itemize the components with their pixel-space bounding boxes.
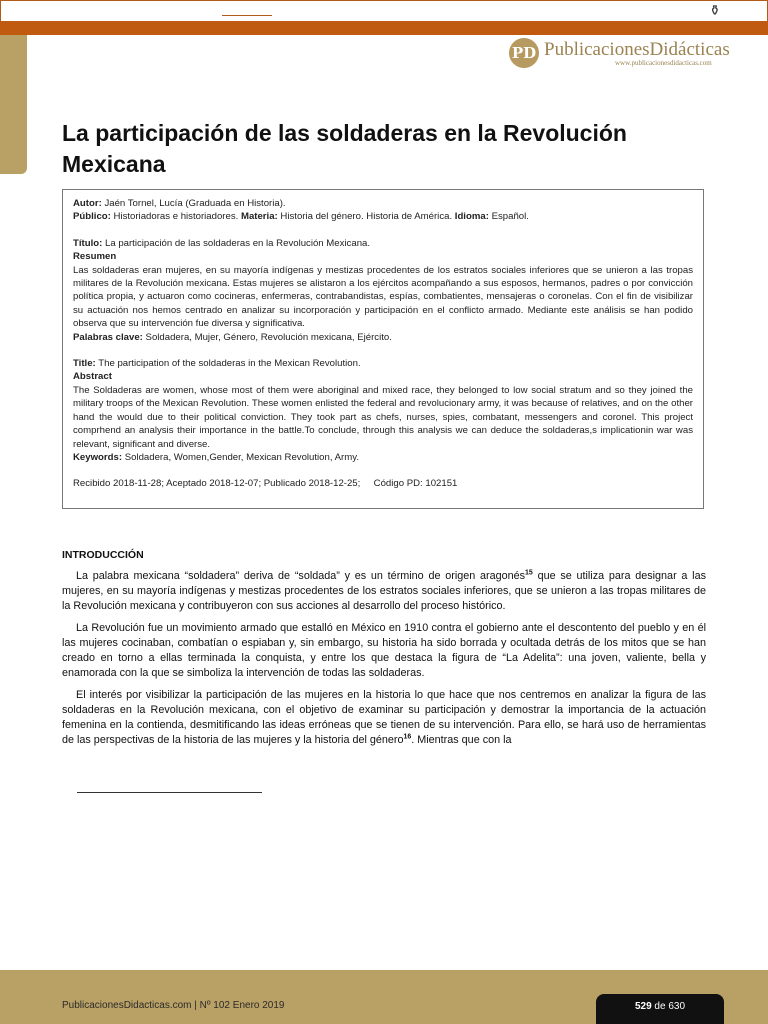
language-value: Español. — [488, 211, 529, 223]
top-underline — [222, 15, 272, 16]
current-page: 529 — [634, 1001, 652, 1012]
header-ornament-icon: ⚱ — [709, 2, 721, 18]
subject-value: Historia del género. Historia de América. — [277, 211, 455, 223]
article-info-box — [62, 189, 704, 509]
footer-publication: PublicacionesDidacticas.com | Nº 102 Enero 2019 — [62, 1000, 285, 1011]
paragraph-1: La palabra mexicana “soldadera” deriva de “soldada” y es un término de origen aragonés$^{15}$ que se utiliza para designar a las mujeres, en su mayoría indígenas y mestizas procedentes de los estratos sociales inferiores, que se unieron a las tropas militares de la Revolución mexicana y contribuyeron con sus acciones al desarrollo del proceso histórico. — [62, 569, 706, 612]
total-pages: de 630 — [651, 1001, 686, 1012]
pd-code: Código PD: 102151 — [373, 478, 458, 490]
article-title: La participación de las soldaderas en la Revolución Mexicana — [62, 120, 627, 177]
logo-url: www.publicacionesdidacticas.com — [615, 59, 712, 67]
keywords-en-label: Keywords: — [73, 451, 123, 463]
footnote-ref-16[interactable]: 16 — [403, 733, 412, 741]
publisher-logo — [509, 38, 739, 68]
keywords-es-line — [73, 331, 693, 344]
spanish-title-value: La participación de las soldaderas en la Revolución Mexicana. — [102, 237, 371, 249]
audience-value: Historiadoras e historiadores. — [110, 211, 241, 223]
resumen-text: Las soldaderas eran mujeres, en su mayoría indígenas y mestizas procedentes de los estratos sociales inferiores que se unieron a las tropas militares de la Revolución mexicana. Estas mujeres se alistaron a los ejércitos acompañando a sus esposos, hermanos, padres o por convicción política propia, y actuaron como cocineras, enfermeras, contrabandistas, espías, combatientes, mensajeras o coronelas. Con el fin de visibilizar su actuación nos hemos centrado en analizar su incorporación y participación en el conflicto armado. Mediante este análisis se han podido observa que su intervención fue diversa y significativa. — [73, 264, 693, 330]
paragraph-2: La Revolución fue un movimiento armado que estalló en México en 1910 contra el gobierno ante el descontento del pueblo y en él las mujeres cocinaban, combatían o espiaban y, sin embargo, su historia ha sido borrada y ocultada detrás de los mitos que se han creado en torno a ellas terminada la conquista, y entre los que destaca la figura de “La Adelita”: una joven, valiente, bella y enamorada con la que se simboliza la intervención de todas las soldaderas. — [62, 622, 706, 679]
audience-label: Público: — [73, 211, 111, 223]
keywords-es-label: Palabras clave: — [73, 331, 143, 343]
spanish-title-label: Título: — [73, 237, 103, 249]
footnote-separator — [77, 792, 262, 793]
dates-line — [73, 477, 693, 490]
english-title-label: Title: — [73, 358, 96, 370]
paragraph-3: El interés por visibilizar la participación de las mujeres en la historia lo que hace que nos centremos en analizar la figura de las soldaderas en la Revolución mexicana, con el objetivo de examinar su participación y demostrar la importancia de la actuación femenina en la contienda, desmitificando las ideas erróneas que se tienen de su intervención. Para ello, se hará uso de herramientas de las perspectivas de la historia de las mujeres y la historia del género$^{16}$. Mientras que con la — [62, 689, 706, 746]
dates-text: Recibido 2018-11-28; Aceptado 2018-12-07; Publicado 2018-12-25; — [73, 478, 361, 490]
page-number-badge — [596, 994, 724, 1024]
author-label: Autor: — [73, 198, 102, 209]
keywords-en-line — [73, 451, 693, 464]
author-line — [73, 197, 693, 210]
language-label: Idioma: — [454, 211, 489, 223]
subject-label: Materia: — [240, 211, 278, 223]
header-bar — [0, 21, 768, 35]
body-text — [62, 569, 706, 755]
footnote-ref-15[interactable]: 15 — [525, 569, 533, 577]
resumen-heading: Resumen — [73, 251, 117, 263]
spanish-title-line — [73, 237, 693, 250]
abstract-text: The Soldaderas are women, whose most of them were aboriginal and mixed race, they belonged to low social stratum and so they joined the military troops of the Mexican Revolution. These women enlisted the federal and revolucionary army, it was because of relatives, and on the other hand the would due to their political conviction. They took part as chefs, nurses, spies, combatant, messengers and coronel. This project comprhend an analysis their importance in the battle.To conclude, through this analysis we can deduce the soldaderas,s implicationin war was relevant, significant and diverse. — [73, 384, 693, 450]
author-value: Jaén Tornel, Lucía (Graduada en Historia). — [101, 198, 286, 209]
top-frame — [0, 0, 768, 21]
english-title-value: The participation of the soldaderas in the Mexican Revolution. — [95, 358, 361, 370]
keywords-es-value: Soldadera, Mujer, Género, Revolución mexicana, Ejército. — [142, 331, 392, 343]
abstract-heading: Abstract — [73, 371, 112, 383]
keywords-en-value: Soldadera, Women,Gender, Mexican Revolution, Army. — [122, 451, 359, 463]
side-tab — [0, 35, 27, 174]
logo-name: PublicacionesDidácticas — [544, 39, 730, 60]
section-heading: INTRODUCCIÓN — [62, 549, 144, 561]
audience-line — [73, 210, 693, 223]
english-title-line — [73, 357, 693, 370]
logo-mark: PD — [509, 38, 539, 68]
